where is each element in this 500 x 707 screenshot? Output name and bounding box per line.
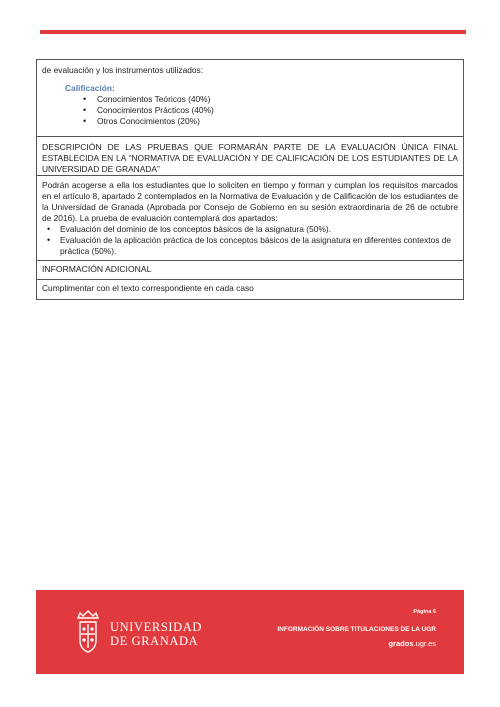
- grados-prefix: grados: [388, 639, 414, 648]
- university-name-line1: UNIVERSIDAD: [110, 620, 203, 634]
- section-heading-line2: ESTABLECIDA EN LA “NORMATIVA DE EVALUACIÓN Y DE CALIFICACIÓN DE LOS ESTUDIANTES DE LA UNIVERSIDAD DE GRANADA”: [42, 153, 458, 174]
- grados-link[interactable]: [388, 639, 436, 648]
- footer-banner: [36, 590, 464, 674]
- list-item: • Conocimientos Prácticos (40%): [42, 105, 458, 116]
- evaluation-instruments-cell: [37, 60, 463, 137]
- final-evaluation-list: [42, 224, 458, 257]
- intro-text: de evaluación y los instrumentos utilizados:: [42, 65, 204, 75]
- university-name-line2: DE GRANADA: [110, 634, 199, 648]
- footer-info-text: INFORMACIÓN SOBRE TITULACIONES DE LA UGR: [277, 626, 436, 633]
- calificacion-title: Calificación:: [65, 83, 115, 93]
- evaluation-table: [36, 59, 464, 300]
- additional-info-text: Cumplimentar con el texto correspondiente en cada caso: [42, 283, 254, 293]
- list-item: • Evaluación de la aplicación práctica de los conceptos básicos de la asignatura en diferentes contextos de práctica (50%).: [42, 235, 458, 257]
- additional-info-title: INFORMACIÓN ADICIONAL: [42, 264, 152, 274]
- list-item: • Otros Conocimientos (20%): [42, 116, 458, 127]
- grados-suffix: .ugr.es: [413, 639, 436, 648]
- final-evaluation-heading-cell: [37, 137, 463, 176]
- university-name: [110, 620, 202, 648]
- calificacion-list: [42, 94, 458, 127]
- final-evaluation-paragraph: Podrán acogerse a ella los estudiantes que lo soliciten en tiempo y forman y cumplan los requisitos marcados en el artículo 8, apartado 2 contemplados en la Normativa de Evaluación y de Calificación de los estudiantes de la Universidad de Granada (Aprobada por Consejo de Gobierno en su sesión extraordinaria de 26 de octubre de 2016). La prueba de evaluación contemplará dos apartados:: [42, 180, 458, 223]
- page-number: Página 6: [413, 609, 436, 615]
- top-rule: [40, 30, 466, 34]
- section-heading-line1: DESCRIPCIÓN DE LAS PRUEBAS QUE FORMARÁN PARTE DE LA EVALUACIÓN ÚNICA FINAL: [42, 142, 458, 152]
- additional-info-heading-cell: [37, 261, 463, 280]
- additional-info-body-cell: [37, 280, 463, 299]
- list-item: • Conocimientos Teóricos (40%): [42, 94, 458, 105]
- list-item: • Evaluación del dominio de los conceptos básicos de la asignatura (50%).: [42, 224, 458, 235]
- final-evaluation-body-cell: [37, 176, 463, 261]
